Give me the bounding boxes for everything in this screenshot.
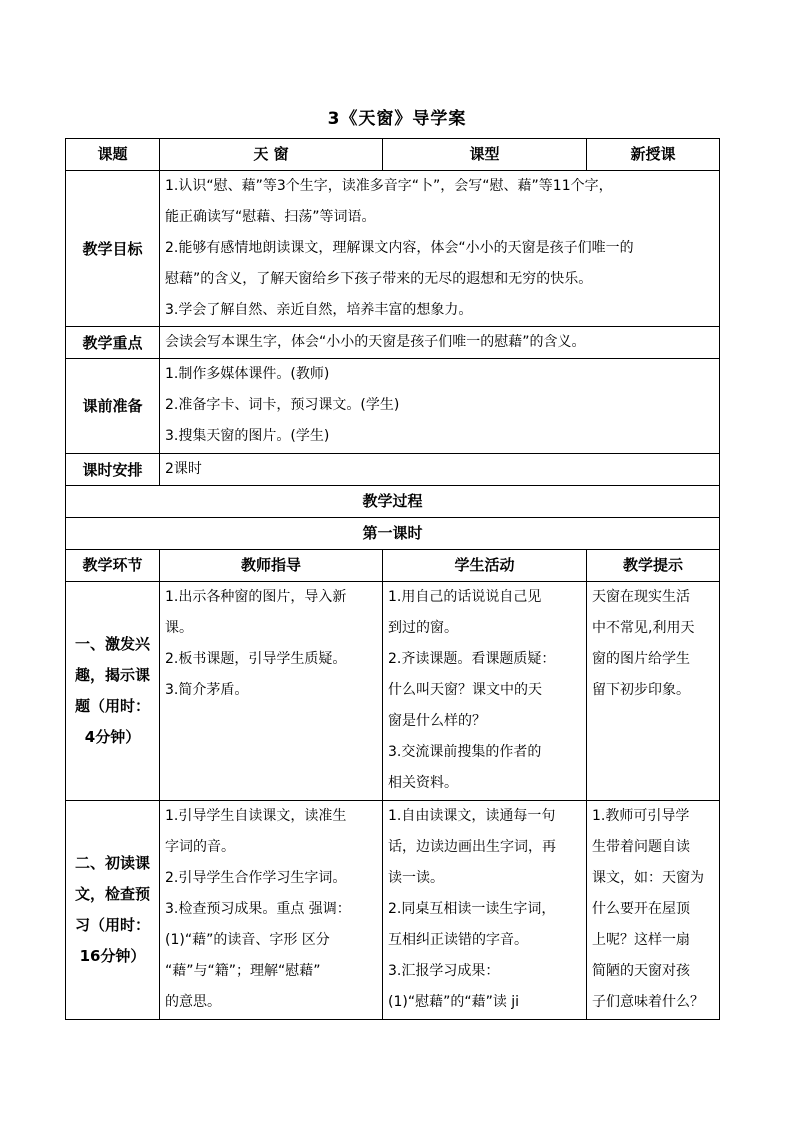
stage-name (66, 582, 160, 801)
teacher-guidance (160, 582, 383, 801)
teacher-line: (1)“藉”的读音、字形 区分 (165, 932, 330, 948)
stage-row (66, 582, 720, 801)
student-line: 读一读。 (388, 870, 444, 886)
prep-line: 1.制作多媒体课件。(教师) (165, 366, 330, 382)
stage-name (66, 801, 160, 1020)
student-line: 2.齐读课题。看课题质疑： (388, 651, 556, 667)
student-line: 3.汇报学习成果： (388, 963, 500, 979)
student-line: 互相纠正读错的字音。 (388, 932, 528, 948)
student-activity (383, 801, 587, 1020)
teaching-tips (587, 582, 720, 801)
teacher-line: 2.引导学生合作学习生字词。 (165, 870, 347, 886)
lesson-plan-table (65, 138, 720, 1020)
topic-value: 天 窗 (160, 139, 383, 171)
column-header-stage: 教学环节 (66, 550, 160, 582)
column-header-student: 学生活动 (383, 550, 587, 582)
prep-line: 2.准备字卡、词卡，预习课文。(学生) (165, 397, 400, 413)
document-title: 3《天窗》导学案 (327, 109, 467, 129)
stage-name-line: 趣，揭示课 (74, 666, 150, 684)
tips-line: 上呢？这样一扇 (592, 932, 690, 948)
goals-line: 1.认识“慰、藉”等3个生字，读准多音字“卜”，会写“慰、藉”等11个字， (165, 178, 613, 194)
tips-line: 生带着问题自读 (592, 839, 690, 855)
column-header-teacher: 教师指导 (160, 550, 383, 582)
focus-label: 教学重点 (66, 327, 160, 359)
student-line: (1)“慰藉”的“藉”读 ji (388, 994, 520, 1010)
tips-line: 1.教师可引导学 (592, 808, 690, 824)
teacher-line: 1.引导学生自读课文，读准生 (165, 808, 347, 824)
tips-line: 课文，如：天窗为 (592, 870, 704, 886)
student-line: 到过的窗。 (388, 620, 458, 636)
teacher-line: 字词的音。 (165, 839, 235, 855)
student-line: 2.同桌互相读一读生字词， (388, 901, 556, 917)
prep-row (66, 359, 720, 454)
teacher-line: 2.板书课题，引导学生质疑。 (165, 651, 347, 667)
tips-line: 子们意味着什么？ (592, 994, 704, 1010)
stage-name-line: 文，检查预 (74, 885, 150, 903)
tips-line: 窗的图片给学生 (592, 651, 690, 667)
topic-label: 课题 (66, 139, 160, 171)
teacher-line: 的意思。 (165, 994, 221, 1010)
lesson-title: 第一课时 (66, 518, 720, 550)
focus-content: 会读会写本课生字，体会“小小的天窗是孩子们唯一的慰藉”的含义。 (160, 327, 720, 359)
teacher-line: 3.简介茅盾。 (165, 682, 249, 698)
stage-name-line: 习（用时： (74, 916, 150, 934)
tips-line: 简陋的天窗对孩 (592, 963, 690, 979)
teacher-line: 1.出示各种窗的图片，导入新 (165, 589, 347, 605)
prep-content (160, 359, 720, 454)
stage-name-line: 4分钟） (84, 728, 141, 746)
schedule-label: 课时安排 (66, 454, 160, 486)
student-line: 3.交流课前搜集的作者的 (388, 744, 542, 760)
tips-line: 天窗在现实生活 (592, 589, 690, 605)
goals-line: 慰藉”的含义，了解天窗给乡下孩子带来的无尽的遐想和无穷的快乐。 (165, 271, 593, 287)
type-value: 新授课 (587, 139, 720, 171)
lesson-title-row (66, 518, 720, 550)
prep-label: 课前准备 (66, 359, 160, 454)
schedule-value: 2课时 (160, 454, 720, 486)
header-row (66, 139, 720, 171)
tips-line: 什么要开在屋顶 (592, 901, 690, 917)
process-title: 教学过程 (66, 486, 720, 518)
stage-name-line: 一、激发兴 (74, 635, 150, 653)
stage-name-line: 16分钟） (79, 947, 146, 965)
stage-name-line: 二、初读课 (74, 854, 150, 872)
student-line: 相关资料。 (388, 775, 458, 791)
goals-line: 2.能够有感情地朗读课文，理解课文内容，体会“小小的天窗是孩子们唯一的 (165, 240, 634, 256)
teacher-guidance (160, 801, 383, 1020)
student-line: 1.用自己的话说说自己见 (388, 589, 542, 605)
goals-row (66, 171, 720, 327)
goals-label: 教学目标 (66, 171, 160, 327)
teacher-line: 3.检查预习成果。重点 强调： (165, 901, 351, 917)
column-header-tips: 教学提示 (587, 550, 720, 582)
column-header-row (66, 550, 720, 582)
stage-name-line: 题（用时： (74, 697, 150, 715)
student-line: 1.自由读课文，读通每一句 (388, 808, 556, 824)
goals-line: 3.学会了解自然、亲近自然，培养丰富的想象力。 (165, 302, 473, 318)
type-label: 课型 (383, 139, 587, 171)
prep-line: 3.搜集天窗的图片。(学生) (165, 428, 330, 444)
schedule-row (66, 454, 720, 486)
teacher-line: “藉”与“籍”；理解“慰藉” (165, 963, 321, 979)
stage-row (66, 801, 720, 1020)
teaching-tips (587, 801, 720, 1020)
student-line: 话，边读边画出生字词，再 (388, 839, 556, 855)
goals-content (160, 171, 720, 327)
student-line: 窗是什么样的？ (388, 713, 486, 729)
student-line: 什么叫天窗？课文中的天 (388, 682, 542, 698)
focus-row (66, 327, 720, 359)
goals-line: 能正确读写“慰藉、扫荡”等词语。 (165, 209, 376, 225)
teacher-line: 课。 (165, 620, 193, 636)
tips-line: 留下初步印象。 (592, 682, 690, 698)
tips-line: 中不常见,利用天 (592, 620, 695, 636)
process-title-row (66, 486, 720, 518)
student-activity (383, 582, 587, 801)
